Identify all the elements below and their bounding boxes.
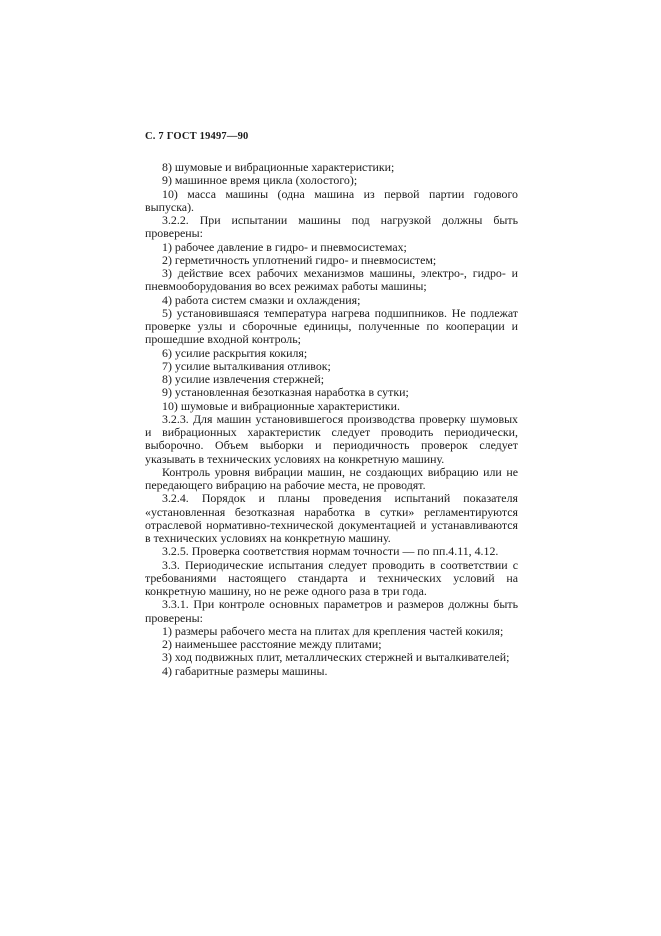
- paragraph: 3) действие всех рабочих механизмов машины, электро-, гидро- и пневмооборудования во всех режимах работы машины;: [145, 266, 518, 294]
- paragraph: Контроль уровня вибрации машин, не создающих вибрацию или не передающего вибрацию на рабочие места, не проводят.: [145, 464, 518, 492]
- paragraph: 6) усилие раскрытия кокиля;: [162, 345, 308, 360]
- paragraph: 10) масса машины (одна машина из первой партии годового выпуска).: [145, 186, 518, 214]
- paragraph: 1) размеры рабочего места на плитах для крепления частей кокиля;: [162, 623, 504, 638]
- page-header: С. 7 ГОСТ 19497—90: [145, 131, 249, 142]
- paragraph: 8) шумовые и вибрационные характеристики;: [162, 160, 395, 174]
- paragraph: 4) габаритные размеры машины.: [162, 663, 328, 678]
- document-body: [145, 161, 518, 678]
- paragraph: 4) работа систем смазки и охлаждения;: [162, 292, 361, 307]
- paragraph: 3.3.1. При контроле основных параметров и размеров должны быть проверены:: [145, 597, 518, 625]
- paragraph: 9) машинное время цикла (холостого);: [162, 173, 358, 188]
- paragraph: 9) установленная безотказная наработка в сутки;: [162, 385, 409, 400]
- paragraph: 3.2.4. Порядок и планы проведения испытаний показателя «установленная безотказная наработка в сутки» регламентируются отраслевой нормативно-технической документацией и устанавливаются в технических условиях на конкретную машину.: [145, 491, 518, 545]
- paragraph: 3.2.3. Для машин установившегося производства проверку шумовых и вибрационных характеристик следует проводить периодически, выборочно. Объем выборки и периодичность проверок следует указывать в технических условиях на конкретную машину.: [145, 411, 518, 466]
- paragraph: 10) шумовые и вибрационные характеристики.: [162, 398, 400, 413]
- paragraph: 5) установившаяся температура нагрева подшипников. Не подлежат проверке узлы и сборочные единицы, полученные по кооперации и прошедшие входной контроль;: [145, 305, 518, 347]
- paragraph: 7) усилие выталкивания отливок;: [162, 358, 331, 373]
- paragraph: 3.2.2. При испытании машины под нагрузкой должны быть проверены:: [145, 213, 518, 241]
- paragraph: 1) рабочее давление в гидро- и пневмосистемах;: [162, 239, 407, 254]
- document-page: [145, 131, 518, 678]
- paragraph: 8) усилие извлечения стержней;: [162, 372, 325, 386]
- paragraph: 3.2.5. Проверка соответствия нормам точности — по пп.4.11, 4.12.: [162, 544, 499, 559]
- paragraph: 3.3. Периодические испытания следует проводить в соответствии с требованиями настоящего стандарта и технических условий на конкретную машину, но не реже одного раза в три года.: [145, 557, 518, 598]
- paragraph: 3) ход подвижных плит, металлических стержней и выталкивателей;: [162, 650, 510, 665]
- paragraph: 2) наименьшее расстояние между плитами;: [162, 637, 382, 651]
- paragraph: 2) герметичность уплотнений гидро- и пневмосистем;: [162, 252, 437, 267]
